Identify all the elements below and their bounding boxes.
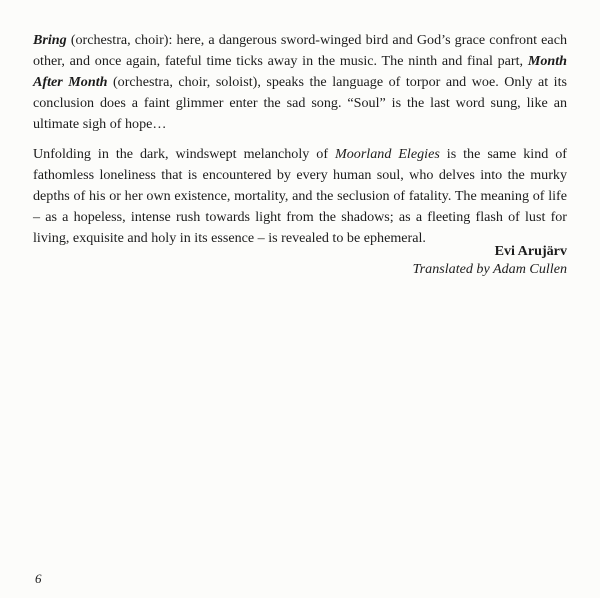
author-name: Evi Arujärv <box>494 243 567 259</box>
paragraph-1-text-a: (orchestra, choir): here, a dangerous sword-winged bird and God’s grace confront each other, and once again, fateful time ticks away in the music. The ninth and final part, <box>33 32 567 69</box>
paragraph-1 <box>33 30 567 135</box>
work-title-month-after-month: Month After Month <box>33 53 567 90</box>
paragraph-2-text-b: is the same kind of fathomless loneliness that is encountered by every human soul, who delves into the murky depths of his or her own existence, mortality, and the seclusion of fatality. The meaning of life – as a hopeless, intense rush towards light from the shadows; as a fleeting flash of lust for living, exquisite and holy in its essence – is revealed to be ephemeral. <box>33 146 567 246</box>
work-title-moorland-elegies: Moorland Elegies <box>334 146 440 162</box>
work-title-bring: Bring <box>33 32 67 48</box>
paragraph-2 <box>33 144 567 249</box>
translator-credit: Translated by Adam Cullen <box>412 261 567 277</box>
paragraph-2-text-a: Unfolding in the dark, windswept melancholy of <box>33 146 335 162</box>
paragraph-1-text-b: (orchestra, choir, soloist), speaks the language of torpor and woe. Only at its conclusion does a faint glimmer enter the sad song. “Soul” is the last word sung, like an ultimate sigh of hope… <box>33 74 567 132</box>
page-number: 6 <box>35 571 42 586</box>
